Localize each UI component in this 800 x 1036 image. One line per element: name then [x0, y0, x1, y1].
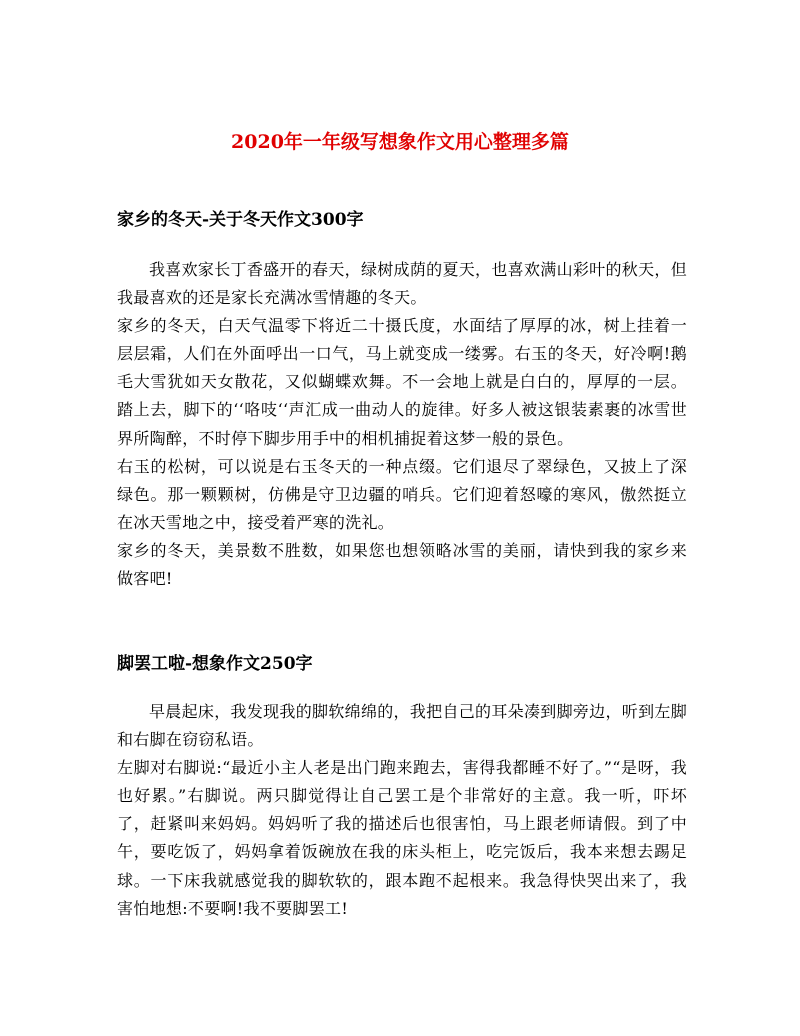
paragraph: 家乡的冬天，美景数不胜数，如果您也想领略冰雪的美丽，请快到我的家乡来做客吧!	[117, 540, 687, 589]
section-body-winter	[117, 256, 687, 593]
document-title: 2020年一年级写想象作文用心整理多篇	[231, 131, 569, 153]
paragraph: 早晨起床，我发现我的脚软绵绵的，我把自己的耳朵凑到脚旁边，听到左脚和右脚在窃窃私语。	[117, 702, 687, 750]
section-heading-feet: 脚罢工啦-想象作文250字	[117, 654, 313, 674]
paragraph: 家乡的冬天，白天气温零下将近二十摄氏度，水面结了厚厚的冰，树上挂着一层层霜，人们在外面呼出一口气，马上就变成一缕雾。右玉的冬天，好冷啊!鹅毛大雪犹如天女散花，又似蝴蝶欢舞。不一会地上就是白白的，厚厚的一层。踏上去，脚下的‘‘咯吱‘‘声汇成一曲动人的旋律。好多人被这银装素裹的冰雪世界所陶醉，不时停下脚步用手中的相机捕捉着这梦一般的景色。	[117, 316, 687, 448]
paragraph: 左脚对右脚说:“最近小主人老是出门跑来跑去，害得我都睡不好了。”“是呀，我也好累。”右脚说。两只脚觉得让自己罢工是个非常好的主意。我一听，吓坏了，赶紧叫来妈妈。妈妈听了我的描述后也很害怕，马上跟老师请假。到了中午，要吃饭了，妈妈拿着饭碗放在我的床头柜上，吃完饭后，我本来想去踢足球。一下床我就感觉我的脚软软的，跟本跑不起根来。我急得快哭出来了，我害怕地想:不要啊!我不要脚罢工!	[117, 758, 687, 918]
paragraph: 右玉的松树，可以说是右玉冬天的一种点缀。它们退尽了翠绿色，又披上了深绿色。那一颗颗树，仿佛是守卫边疆的哨兵。它们迎着怒嚎的寒风，傲然挺立在冰天雪地之中，接受着严寒的洗礼。	[117, 456, 687, 532]
paragraph: 我喜欢家长丁香盛开的春天，绿树成荫的夏天，也喜欢满山彩叶的秋天，但我最喜欢的还是家长充满冰雪情趣的冬天。	[117, 260, 687, 308]
section-body-feet	[117, 698, 687, 923]
section-heading-winter: 家乡的冬天-关于冬天作文300字	[117, 210, 364, 230]
